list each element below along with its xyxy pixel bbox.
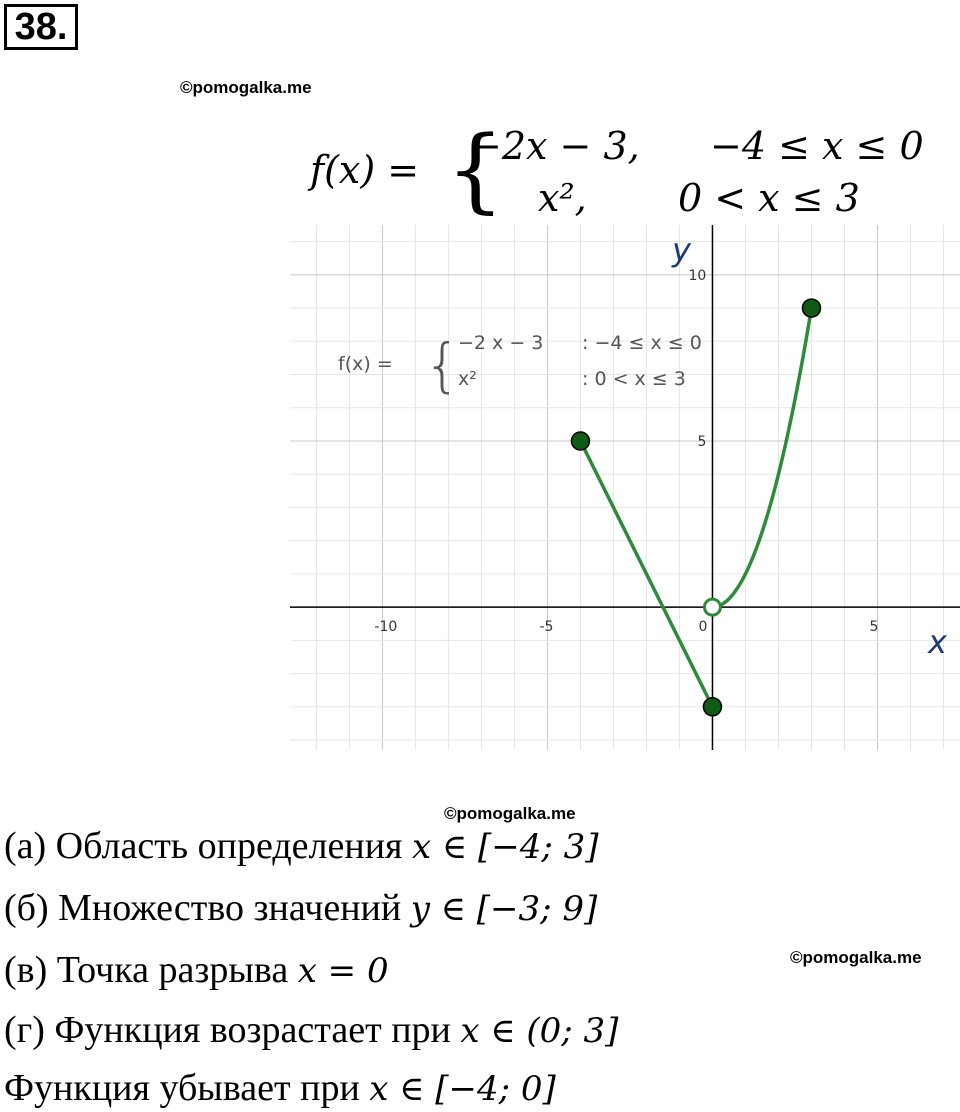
answer-v-expr: x = 0 (297, 951, 389, 991)
function-curve (712, 308, 811, 607)
answer-v (4, 948, 389, 992)
legend-fx: f(x) = (338, 353, 393, 375)
answer-d (4, 1066, 556, 1110)
answer-d-text: Функция убывает при (4, 1067, 360, 1109)
y-tick-label: 10 (688, 267, 707, 284)
open-endpoint (704, 599, 720, 615)
watermark-top: ©pomogalka.me (180, 78, 312, 97)
filled-endpoint (802, 299, 820, 317)
x-tick-label: -10 (374, 619, 398, 636)
answer-g-expr: x ∈ (0; 3] (460, 1011, 619, 1051)
filled-endpoint (571, 432, 589, 450)
filled-endpoint (703, 698, 721, 716)
answer-d-expr: x ∈ [−4; 0] (369, 1069, 556, 1109)
piecewise-formula (308, 116, 948, 223)
watermark-middle: ©pomogalka.me (444, 804, 576, 823)
y-tick-label: 5 (697, 433, 707, 450)
answer-g (4, 1008, 618, 1052)
answer-b-text: (б) Множество значений (4, 887, 402, 929)
formula-case2-condition: 0 < x ≤ 3 (678, 176, 860, 220)
function-graph (290, 225, 960, 750)
legend-case2-condition: : 0 < x ≤ 3 (582, 368, 686, 390)
formula-case1-expr: −2x − 3, (470, 124, 640, 168)
watermark-right: ©pomogalka.me (790, 948, 922, 967)
axes (290, 225, 960, 750)
legend-case1-condition: : −4 ≤ x ≤ 0 (582, 332, 702, 354)
answer-a (4, 824, 599, 868)
x-axis-label: x (928, 623, 947, 661)
problem-number: 38. (4, 4, 78, 50)
formula-case1-condition: −4 ≤ x ≤ 0 (710, 124, 924, 168)
legend-brace: { (424, 331, 461, 399)
y-axis-label: y (672, 231, 691, 269)
tick-labels (374, 268, 878, 635)
answer-g-text: (г) Функция возрастает при (4, 1009, 451, 1051)
formula-brace: { (446, 116, 505, 223)
x-tick-label: 5 (869, 619, 879, 636)
grid-lines (290, 225, 960, 750)
x-tick-label: -5 (539, 619, 554, 636)
legend-case1-expr: −2 x − 3 (458, 332, 544, 354)
answer-v-text: (в) Точка разрыва (4, 949, 289, 991)
formula-case2-expr: x², (538, 176, 587, 220)
x-tick-label: 0 (698, 619, 708, 636)
answer-b (4, 886, 597, 930)
answer-a-expr: x ∈ [−4; 3] (412, 827, 599, 867)
formula-lhs: f(x) = (310, 148, 420, 192)
answer-a-text: (а) Область определения (4, 825, 403, 867)
answer-b-expr: y ∈ [−3; 9] (410, 889, 598, 929)
legend-case2-expr: x² (458, 368, 477, 390)
